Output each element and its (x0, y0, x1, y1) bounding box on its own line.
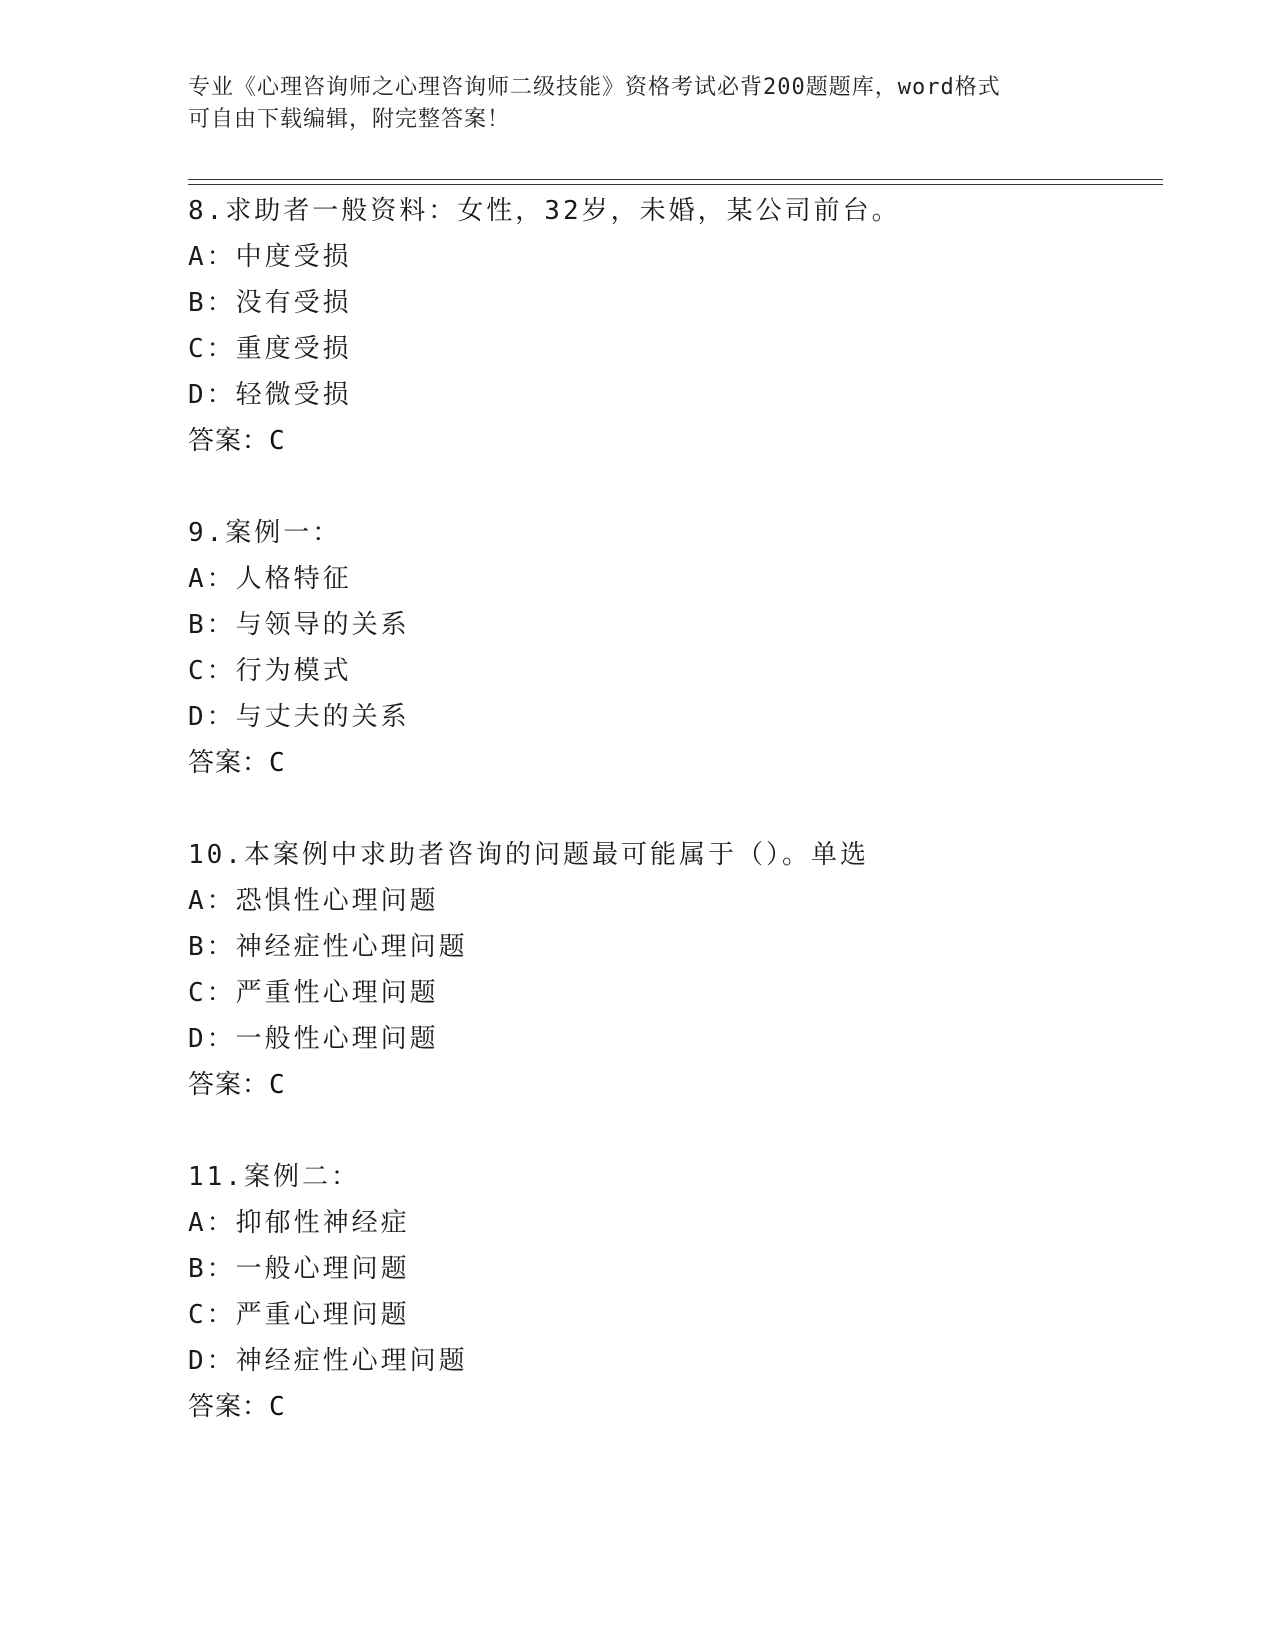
option-c: C：严重心理问题 (188, 1300, 410, 1330)
answer-line: 答案：C (188, 1070, 286, 1100)
question-spacer (188, 1108, 1148, 1154)
question-item (188, 510, 1148, 832)
answer-line: 答案：C (188, 426, 286, 456)
question-stem: 10.本案例中求助者咨询的问题最可能属于（）。单选 (188, 840, 869, 870)
question-list (188, 188, 1148, 1430)
option-c: C：行为模式 (188, 656, 352, 686)
answer-line: 答案：C (188, 1392, 286, 1422)
question-spacer (188, 786, 1148, 832)
option-c: C：重度受损 (188, 334, 352, 364)
option-c: C：严重性心理问题 (188, 978, 439, 1008)
question-spacer (188, 464, 1148, 510)
option-a: A：恐惧性心理问题 (188, 886, 439, 916)
document-header (188, 72, 1088, 136)
question-stem: 9.案例一： (188, 518, 342, 548)
option-b: B：没有受损 (188, 288, 352, 318)
header-divider-top (188, 179, 1163, 180)
question-stem: 8.求助者一般资料：女性，32岁，未婚，某公司前台。 (188, 196, 901, 226)
header-line-1: 专业《心理咨询师之心理咨询师二级技能》资格考试必背200题题库，word格式 (188, 75, 1001, 100)
option-d: D：神经症性心理问题 (188, 1346, 468, 1376)
option-d: D：轻微受损 (188, 380, 352, 410)
option-b: B：与领导的关系 (188, 610, 410, 640)
option-d: D：与丈夫的关系 (188, 702, 410, 732)
answer-line: 答案：C (188, 748, 286, 778)
header-divider-bottom (188, 184, 1163, 185)
option-a: A：中度受损 (188, 242, 352, 272)
option-d: D：一般性心理问题 (188, 1024, 439, 1054)
question-stem: 11.案例二： (188, 1162, 360, 1192)
option-a: A：人格特征 (188, 564, 352, 594)
question-item (188, 832, 1148, 1154)
question-item (188, 188, 1148, 510)
option-b: B：一般心理问题 (188, 1254, 410, 1284)
option-b: B：神经症性心理问题 (188, 932, 468, 962)
option-a: A：抑郁性神经症 (188, 1208, 410, 1238)
question-item (188, 1154, 1148, 1430)
header-line-2: 可自由下载编辑，附完整答案！ (188, 107, 511, 132)
